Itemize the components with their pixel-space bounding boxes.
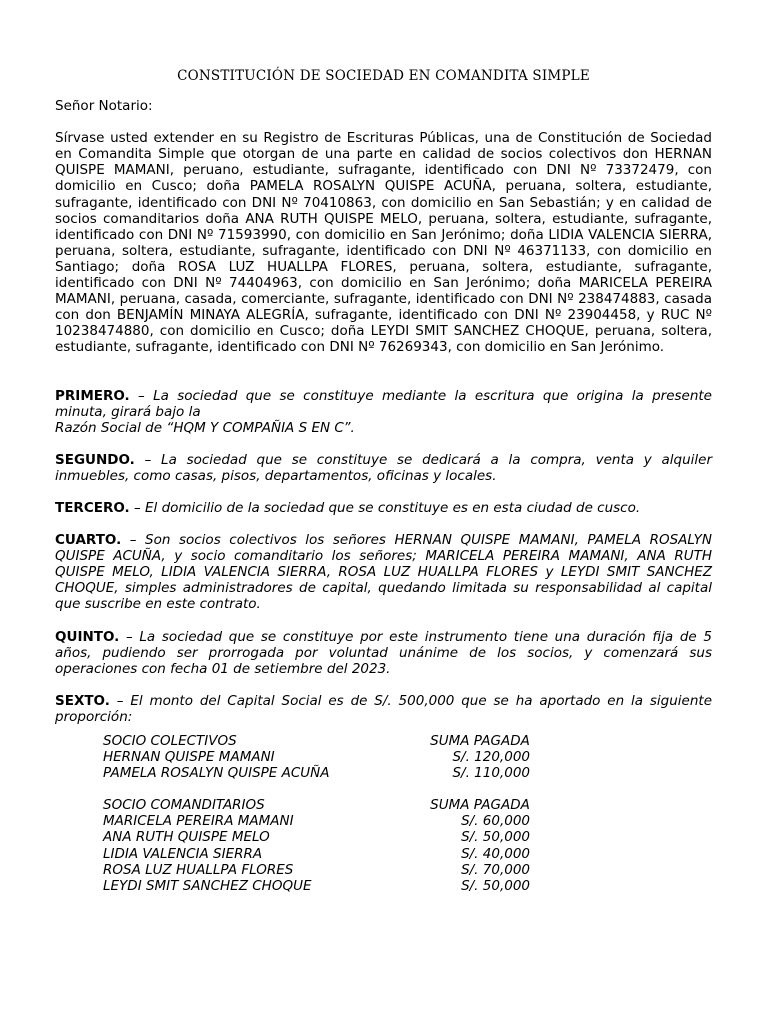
partner-name: PAMELA ROSALYN QUISPE ACUÑA [103,765,330,782]
partner-name: LIDIA VALENCIA SIERRA [103,845,263,862]
table-row [103,813,530,829]
amount-header: SUMA PAGADA [430,733,530,749]
partner-amount: S/. 120,000 [452,749,530,766]
partner-name: LEYDI SMIT SANCHEZ CHOQUE [103,877,312,894]
clause-label: SEGUNDO. [55,451,135,468]
table-row [103,829,530,845]
table-row [103,878,530,894]
table-header-row [103,733,530,749]
table-header-row [103,797,530,813]
greeting: Señor Notario: [55,98,153,115]
clause-text: – Son socios colectivos los señores HERNAN QUISPE MAMANI, PAMELA ROSALYN QUISPE ACUÑA, y socio comanditario los señores; MARICELA PEREIRA MAMANI, ANA RUTH QUISPE MELO, LIDIA VALENCIA SIERRA, ROSA LUZ HUALLPA FLORES y LEYDI SMIT SANCHEZ CHOQUE, simples administradores de capital, quedando limitada su responsabilidad al capital que suscribe en este contrato. [55,532,712,613]
clause-tercero [55,500,712,516]
shares-table [103,733,530,894]
clause-text: – El domicilio de la sociedad que se constituye es en esta ciudad de cusco. [129,499,641,516]
table-row [103,749,530,765]
clause-cuarto [55,532,712,612]
partner-amount: S/. 110,000 [452,765,530,782]
clause-label: QUINTO. [55,628,120,645]
partner-amount: S/. 40,000 [461,845,530,862]
clause-primero [55,388,712,436]
partner-amount: S/. 50,000 [461,829,530,846]
clause-text: – La sociedad que se constituye por este instrumento tiene una duración fija de 5 años, pudiendo ser prorrogada por voluntad unánime de los socios, y comenzará sus operaciones con fecha 01 de setiembre del 2023. [55,628,712,677]
partner-name: HERNAN QUISPE MAMANI [103,749,275,766]
partner-amount: S/. 50,000 [461,877,530,894]
clause-text: – La sociedad que se constituye mediante la escritura que origina la presente minuta, girará bajo la [55,387,712,420]
clause-text-line2: Razón Social de “HQM Y COMPAÑIA S EN C”. [55,419,355,436]
clause-label: SEXTO. [55,692,110,709]
partner-name: ROSA LUZ HUALLPA FLORES [103,861,294,878]
intro-paragraph: Sírvase usted extender en su Registro de Escrituras Públicas, una de Constitución de Sociedad en Comandita Simple que otorgan de una parte en calidad de socios colectivos don HERNAN QUISPE MAMANI, peruano, estudiante, sufragante, identificado con DNI Nº 73372479, con domicilio en Cusco; doña PAMELA ROSALYN QUISPE ACUÑA, peruana, soltera, estudiante, sufragante, identificado con DNI Nº 70410863, con domicilio en San Sebastián; y en calidad de socios comanditarios doña ANA RUTH QUISPE MELO, peruana, soltera, estudiante, sufragante, identificado con DNI Nº 71593990, con domicilio en San Jerónimo; doña LIDIA VALENCIA SIERRA, peruana, soltera, estudiante, sufragante, identificado con DNI Nº 46371133, con domicilio en Santiago; doña ROSA LUZ HUALLPA FLORES, peruana, soltera, estudiante, sufragante, identificado con DNI Nº 74404963, con domicilio en San Jerónimo; doña MARICELA PEREIRA MAMANI, peruana, casada, comerciante, sufragante, identificado con DNI Nº 238474883, casada con don BENJAMÍN MINAYA ALEGRÍA, sufragante, identificado con DNI Nº 23904458, y RUC Nº 10238474880, con domicilio en Cusco; doña LEYDI SMIT SANCHEZ CHOQUE, peruana, soltera, estudiante, sufragante, identificado con DNI Nº 76269343, con domicilio en San Jerónimo. [55,130,712,356]
clause-text: – El monto del Capital Social es de S/. 500,000 que se ha aportado en la siguiente proporción: [55,692,712,725]
table-spacer [103,781,530,797]
amount-header: SUMA PAGADA [430,797,530,814]
clause-segundo [55,452,712,484]
table-row [103,765,530,781]
document-title: CONSTITUCIÓN DE SOCIEDAD EN COMANDITA SIMPLE [177,68,590,84]
table-row [103,846,530,862]
clause-text: – La sociedad que se constituye se dedicará a la compra, venta y alquiler inmuebles, como casas, pisos, departamentos, oficinas y locales. [55,451,712,484]
collective-header: SOCIO COLECTIVOS [103,733,237,749]
shares-table-block [103,733,712,894]
partner-name: MARICELA PEREIRA MAMANI [103,813,294,830]
clause-quinto [55,629,712,677]
partner-amount: S/. 60,000 [461,813,530,830]
table-row [103,862,530,878]
clause-sexto [55,693,712,725]
clause-label: PRIMERO. [55,387,130,404]
document-page [55,68,712,894]
limited-header: SOCIO COMANDITARIOS [103,797,265,814]
clause-label: CUARTO. [55,532,122,549]
partner-name: ANA RUTH QUISPE MELO [103,829,270,846]
partner-amount: S/. 70,000 [461,861,530,878]
clause-label: TERCERO. [55,499,130,516]
